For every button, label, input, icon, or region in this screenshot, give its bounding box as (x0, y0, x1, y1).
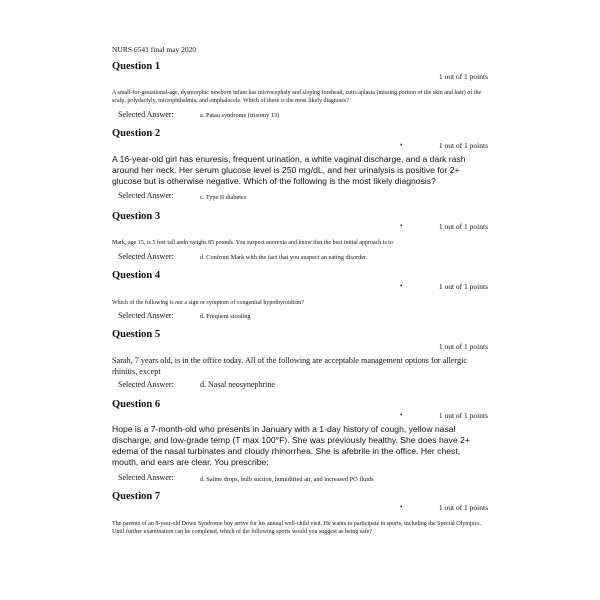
question-6-points: 1 out of 1 points (438, 411, 488, 420)
question-6-text: Hope is a 7-month-old who presents in January with a 1-day history of cough, yellow nasal discharge, and low-grade temp (T max 100°F). She was previously healthy. She does have 2+ edema of the nasal turbinates and cloudy rhinorrhea. She is afebrile in the office. Her chest, mouth, and ears are clear. You prescribe: (112, 424, 470, 467)
question-1-title: Question 1 (112, 61, 161, 72)
question-7-points: 1 out of 1 points (438, 503, 488, 512)
question-4-points: 1 out of 1 points (438, 282, 488, 291)
question-5-title: Question 5 (112, 329, 161, 340)
question-3-answer: d. Confront Mark with the fact that you suspect an eating disorder. (200, 254, 368, 261)
question-1-selected-label: Selected Answer: (118, 110, 174, 119)
question-7-title: Question 7 (112, 491, 161, 502)
question-5-points: 1 out of 1 points (438, 342, 488, 351)
question-5-text: Sarah, 7 years old, is in the office today. All of the following are acceptable management options for allergic rhinitis, except (112, 356, 467, 376)
question-3-title: Question 3 (112, 211, 161, 222)
question-4-bullet: • (400, 282, 403, 290)
question-4-answer: d. Frequent stooling (200, 313, 251, 320)
question-5-selected-label: Selected Answer: (118, 380, 174, 389)
question-4-selected-label: Selected Answer: (118, 311, 174, 320)
question-2-title: Question 2 (112, 128, 161, 139)
question-2-text: A 16-year-old girl has enuresis, frequent urination, a white vaginal discharge, and a dark rash around her neck. Her serum glucose level is 250 mg/dL, and her urinalysis is positive for 2+ glucose but is otherwise negative. Which of the following is the most likely diagnosis? (112, 154, 466, 186)
question-3-points: 1 out of 1 points (438, 222, 488, 231)
question-6-bullet: • (400, 411, 403, 419)
question-6-answer: d. Saline drops, bulb suction, humidified air, and increased PO fluids (200, 476, 374, 483)
document-title: NURS 6541 final may 2020 (112, 45, 197, 54)
question-3-selected-label: Selected Answer: (118, 252, 174, 261)
question-1-text: A small-for-gestational-age, dysmorphic newborn infant has microcephaly and sloping forehead, cutis aplasia (missing portion of the skin and hair) of the scalp, polydactyly, microphthalmia, and omphalocele. Which of these is the most likely diagnosis? (112, 90, 482, 104)
question-1-points: 1 out of 1 points (438, 72, 488, 81)
question-2-selected-label: Selected Answer: (118, 191, 174, 200)
question-4-title: Question 4 (112, 270, 161, 281)
question-6-title: Question 6 (112, 399, 161, 410)
question-2-bullet: • (400, 141, 403, 149)
question-2-answer: c. Type II diabetes (200, 194, 247, 201)
question-2-points: 1 out of 1 points (438, 141, 488, 150)
question-3-text: Mark, age 15, is 5 feet tall andn weighs 85 pounds. You suspect anorexia and know that the best initial approach is to (112, 240, 393, 246)
question-4-text: Which of the following is not a sign or symptom of congenital hypothyroidism? (112, 300, 304, 306)
question-5-answer: d. Nasal neosynephrine (200, 380, 275, 389)
question-7-text: The parents of an 8-year-old Down Syndrome boy arrive for his annual well-child visit. He wants to participate in sports, including the Special Olympics. Until further examination can be completed, which of the following sports would you suggest as being safe? (112, 521, 482, 535)
question-6-selected-label: Selected Answer: (118, 473, 174, 482)
question-3-bullet: • (400, 222, 403, 230)
question-7-bullet: • (400, 503, 403, 511)
question-1-answer: a. Patau syndrome (trisomy 13) (200, 112, 280, 119)
